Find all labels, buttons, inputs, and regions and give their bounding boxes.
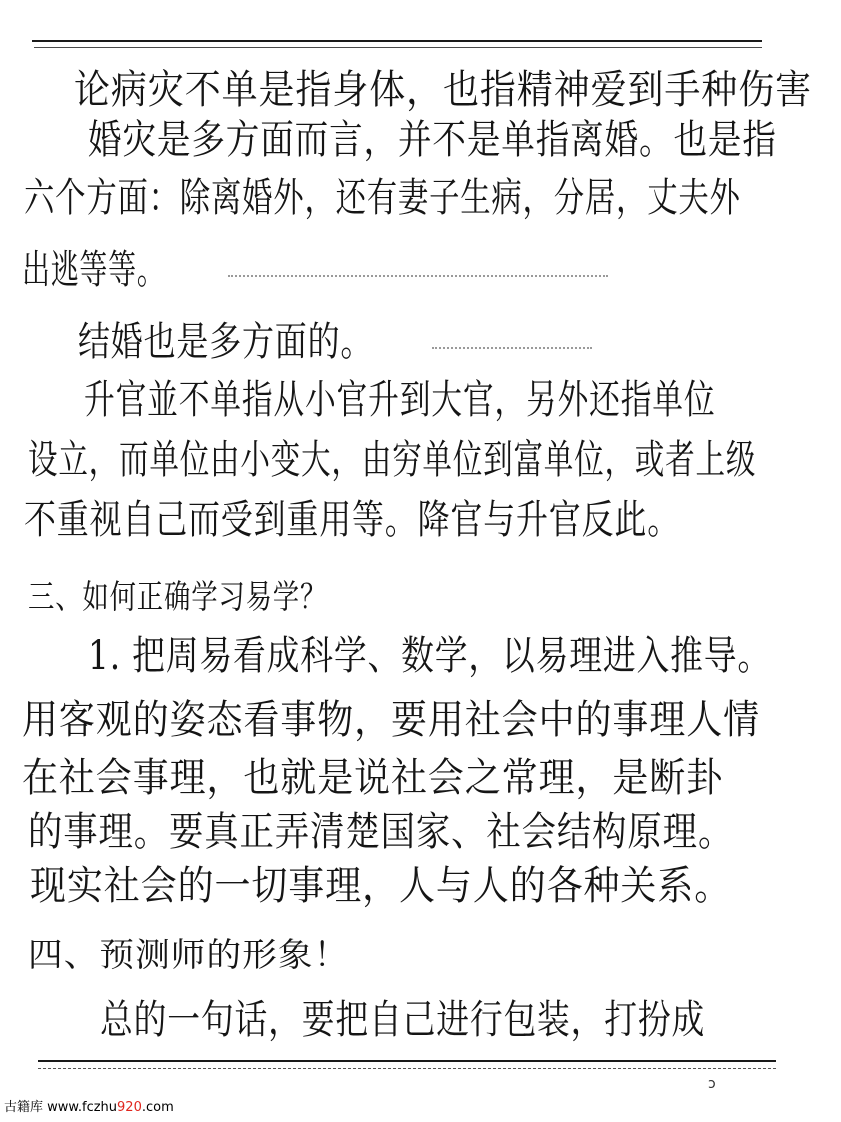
page-mark: ɔ [708,1076,716,1092]
footer-site-name: 古籍库 [4,1100,44,1115]
text-line-12: 在社会事理，也就是说社会之常理，是断卦 [22,755,724,801]
text-line-14: 现实社会的一切事理，人与人的各种关系。 [30,863,732,909]
text-line-6: 升官並不单指从小官升到大官，另外还指单位 [84,377,716,423]
top-border-rule-inner [34,47,762,48]
footer-domain-number: 920 [117,1100,142,1115]
top-border-rule [32,40,762,42]
watermark-footer [4,1096,174,1115]
footer-domain-prefix: www.fczhu [47,1100,118,1115]
faint-dotted-mark [228,275,608,277]
text-line-10: 1. 把周易看成科学、数学，以易理进入推导。 [88,633,771,679]
footer-domain [47,1100,174,1115]
bottom-border-rule-inner [38,1068,776,1069]
text-line-13: 的事理。要真正弄清楚国家、社会结构原理。 [28,809,734,855]
text-line-4: 出逃等等。 [22,247,166,293]
footer-domain-suffix: .com [141,1100,174,1115]
text-line-11: 用客观的姿态看事物，要用社会中的事理人情 [22,697,760,743]
text-line-2: 婚灾是多方面而言，并不是单指离婚。也是指 [88,117,777,163]
text-line-7: 设立，而单位由小变大，由穷单位到富单位，或者上级 [28,437,757,483]
text-line-3: 六个方面：除离婚外，还有妻子生病，分居，丈夫外 [24,175,741,221]
text-line-8: 不重视自己而受到重用等。降官与升官反此。 [24,497,680,543]
text-line-5: 结婚也是多方面的。 [78,319,374,365]
bottom-border-rule [38,1060,776,1062]
section-heading-3: 三、如何正确学习易学？ [28,577,328,616]
text-line-1: 论病灾不单是指身体，也指精神爱到手种伤害 [74,67,812,113]
faint-dotted-mark [432,347,592,349]
text-line-16: 总的一句话，要把自己进行包装，打扮成 [100,997,706,1043]
section-heading-4: 四、预测师的形象！ [28,935,350,974]
